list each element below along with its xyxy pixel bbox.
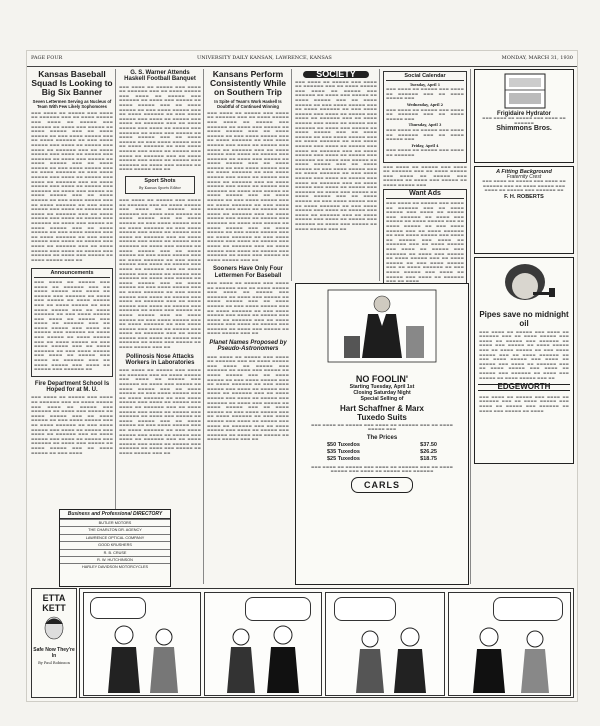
ad-copy: ▬▬▬ ▬▬▬▬ ▬▬ ▬▬▬▬▬ ▬▬▬ ▬▬▬▬ ▬▬ ▬▬▬▬▬▬ ▬▬▬ ▬▬ ▬▬▬▬ ▬▬▬▬▬ ▬▬▬ ▬▬▬▬ ▬▬ ▬▬▬▬▬ ▬▬▬ ▬▬▬▬▬▬ [310, 465, 454, 473]
subhead-southern-trip: In Spite of Team's Work Haskell Is Doubtful of Continued Winning [214, 98, 282, 109]
directory-entry: LAWRENCE OPTICAL COMPANY [60, 534, 170, 541]
headline-fire-school: Fire Department School Is Hoped for at M. U. [34, 380, 110, 394]
tuxedo-man-illustration [298, 286, 466, 366]
directory-entry: BUTLER MOTORS [60, 519, 170, 526]
social-calendar-box [383, 71, 467, 163]
price-label: $50 Tuxedos [327, 442, 360, 448]
business-directory [59, 509, 171, 587]
announcements-body: ▬▬▬ ▬▬▬▬ ▬▬ ▬▬▬▬▬ ▬▬▬ ▬▬▬▬ ▬▬ ▬▬▬▬▬▬ ▬▬▬ ▬▬ ▬▬▬▬ ▬▬▬▬▬ ▬▬▬ ▬▬▬▬ ▬▬ ▬▬▬▬▬ ▬▬▬ ▬▬▬▬▬▬ ▬▬ ▬▬▬▬ ▬▬▬ ▬▬▬▬▬ ▬▬ ▬▬▬▬ ▬▬▬▬▬ ▬▬▬ ▬▬ ▬▬▬▬ ▬▬▬▬▬ ▬▬ ▬▬▬ ▬▬▬▬ ▬▬▬▬▬ ▬▬▬ ▬▬ ▬▬▬▬ ▬▬▬▬▬▬ ▬▬ ▬▬▬ ▬▬▬▬ ▬▬▬▬▬ ▬▬▬ ▬▬▬▬ ▬▬ ▬▬▬▬▬ ▬▬▬ ▬▬▬▬ ▬▬ ▬▬▬▬▬▬ ▬▬▬ ▬▬ ▬▬▬▬ ▬▬▬▬▬ ▬▬▬ ▬▬▬▬ ▬▬ ▬▬▬▬▬ ▬▬▬ ▬▬▬▬▬▬ ▬▬ ▬▬▬▬ ▬▬▬ ▬▬▬▬▬ ▬▬ ▬▬▬▬ ▬▬▬▬▬ ▬▬▬ ▬▬ ▬▬▬▬ ▬▬▬▬▬ ▬▬ ▬▬▬ ▬▬▬▬ ▬▬▬▬▬ ▬▬▬ ▬▬ ▬▬▬▬ ▬▬▬▬▬▬ ▬▬ ▬▬▬ ▬▬▬▬ ▬▬▬▬▬ ▬▬▬ ▬▬▬▬ ▬▬ ▬▬▬▬▬ ▬▬▬ ▬▬▬▬ ▬▬ ▬▬▬▬▬▬ ▬▬▬ ▬▬ ▬▬▬▬ ▬▬▬▬▬ ▬▬▬ ▬▬▬▬ ▬▬ ▬▬▬▬▬ ▬▬▬ ▬▬▬▬▬▬ ▬▬ [34, 279, 110, 372]
column-3 [207, 69, 289, 584]
article-body: ▬▬▬ ▬▬▬▬ ▬▬ ▬▬▬▬▬ ▬▬▬ ▬▬▬▬ ▬▬ ▬▬▬▬▬▬ ▬▬▬ ▬▬ ▬▬▬▬ ▬▬▬▬▬ ▬▬▬ ▬▬▬▬ ▬▬ ▬▬▬▬▬ ▬▬▬ ▬▬▬▬▬▬ ▬▬ ▬▬▬▬ ▬▬▬ ▬▬▬▬▬ ▬▬ ▬▬▬▬ ▬▬▬▬▬ ▬▬▬ ▬▬ ▬▬▬▬ ▬▬▬▬▬ ▬▬ ▬▬▬ ▬▬▬▬ ▬▬▬▬▬ ▬▬▬ ▬▬ ▬▬▬▬ ▬▬▬▬▬▬ ▬▬ ▬▬▬ ▬▬▬▬ ▬▬▬▬▬ ▬▬▬ ▬▬▬▬ ▬▬ ▬▬▬▬▬ ▬▬▬ ▬▬▬▬ ▬▬ ▬▬▬▬▬▬ ▬▬▬ ▬▬ ▬▬▬▬ ▬▬▬▬▬ ▬▬▬ ▬▬▬▬ ▬▬ ▬▬▬▬▬ ▬▬▬ ▬▬▬▬▬▬ ▬▬ ▬▬▬▬ ▬▬▬ ▬▬▬▬▬ ▬▬ ▬▬▬▬ ▬▬▬▬▬ ▬▬▬ ▬▬ ▬▬▬▬ ▬▬▬▬▬ ▬▬ ▬▬▬ ▬▬▬▬ [31, 395, 113, 455]
article-body: ▬▬▬ ▬▬▬▬ ▬▬ ▬▬▬▬▬ ▬▬▬ ▬▬▬▬ ▬▬ ▬▬▬▬▬▬ ▬▬▬ ▬▬ ▬▬▬▬ ▬▬▬▬▬ ▬▬▬ ▬▬▬▬ ▬▬ ▬▬▬▬▬ ▬▬▬ ▬▬▬▬▬▬ ▬▬ ▬▬▬▬ ▬▬▬ ▬▬▬▬▬ ▬▬ ▬▬▬▬ ▬▬▬▬▬ ▬▬▬ ▬▬ ▬▬▬▬ ▬▬▬▬▬ ▬▬ ▬▬▬ ▬▬▬▬ ▬▬▬▬▬ ▬▬▬ ▬▬ ▬▬▬▬ ▬▬▬▬▬▬ ▬▬ ▬▬▬ ▬▬▬▬ ▬▬▬▬▬ ▬▬▬ ▬▬▬▬ ▬▬ ▬▬▬▬▬ ▬▬▬ ▬▬▬▬ ▬▬ ▬▬▬▬▬▬ ▬▬▬ ▬▬ ▬▬▬▬ ▬▬▬▬▬ ▬▬▬ ▬▬▬▬ ▬▬ ▬▬▬▬▬ ▬▬▬ ▬▬▬▬▬▬ ▬▬ ▬▬▬▬ ▬▬▬ ▬▬▬▬▬ ▬▬ ▬▬▬▬ ▬▬▬▬▬ ▬▬▬ ▬▬ ▬▬▬▬ ▬▬▬▬▬ ▬▬ ▬▬▬ ▬▬▬▬ ▬▬▬▬▬ ▬▬▬ ▬▬ ▬▬▬▬ ▬▬▬▬▬▬ ▬▬ ▬▬▬ ▬▬▬▬ ▬▬▬▬▬ ▬▬▬ ▬▬▬▬ ▬▬ ▬▬▬▬▬ ▬▬▬ ▬▬▬▬ ▬▬ ▬▬▬▬▬▬ ▬▬▬ ▬▬ ▬▬▬▬ ▬▬▬▬▬ ▬▬▬ ▬▬▬▬ ▬▬ ▬▬▬▬▬ ▬▬▬ ▬▬▬▬▬▬ ▬▬ ▬▬▬▬ ▬▬▬ ▬▬▬▬▬ ▬▬ ▬▬▬▬ ▬▬▬▬▬ ▬▬▬ ▬▬ ▬▬▬▬ ▬▬▬▬▬ ▬▬ ▬▬▬ ▬▬▬▬ ▬▬▬▬▬ ▬▬▬ ▬▬ ▬▬▬▬ ▬▬▬▬▬▬ ▬▬ ▬▬▬ ▬▬▬▬ ▬▬▬▬▬ ▬▬▬ ▬▬▬▬ ▬▬ ▬▬▬▬▬ ▬▬▬ ▬▬▬▬ ▬▬ ▬▬▬▬▬▬ ▬▬▬ ▬▬ ▬▬▬▬ ▬▬▬▬▬ ▬▬▬ ▬▬▬▬ ▬▬ ▬▬▬▬▬ ▬▬▬ ▬▬▬▬▬▬ ▬▬ ▬▬▬▬ ▬▬▬ ▬▬▬▬▬ ▬▬ ▬▬▬▬ ▬▬▬▬▬ ▬▬▬ ▬▬ ▬▬▬▬ ▬▬▬▬▬ ▬▬ ▬▬▬ ▬▬▬▬ ▬▬▬▬▬ ▬▬▬ ▬▬ ▬▬▬▬ ▬▬▬▬▬▬ ▬▬ ▬▬▬ ▬▬▬▬ ▬▬▬▬▬ ▬▬▬ ▬▬▬▬ ▬▬ ▬▬▬▬▬ ▬▬▬ ▬▬▬▬ ▬▬ ▬▬▬▬▬▬ ▬▬▬ ▬▬ ▬▬▬▬ ▬▬▬▬▬ ▬▬▬ ▬▬▬▬ ▬▬ ▬▬▬▬▬ ▬▬▬ ▬▬▬▬▬▬ ▬▬ ▬▬▬▬ ▬▬▬ ▬▬▬▬▬ ▬▬ ▬▬▬▬ ▬▬▬▬▬ ▬▬▬ ▬▬ [295, 79, 377, 231]
no-foolin-tuxedo-ad [295, 283, 469, 585]
article-body: ▬▬▬ ▬▬▬▬ ▬▬ ▬▬▬▬▬ ▬▬▬ ▬▬▬▬ ▬▬ ▬▬▬▬▬▬ ▬▬▬ ▬▬ ▬▬▬▬ ▬▬▬▬▬ ▬▬▬ ▬▬▬▬ ▬▬ ▬▬▬▬▬ ▬▬▬ ▬▬▬▬▬▬ ▬▬ ▬▬▬▬ ▬▬▬ ▬▬▬▬▬ ▬▬ ▬▬▬▬ ▬▬▬▬▬ ▬▬▬ [383, 164, 467, 187]
price-row [327, 449, 437, 456]
society-banner: SOCIETY [303, 71, 369, 78]
fraternity-crest-ad [474, 166, 574, 254]
want-ad-entries: ▬▬▬ ▬▬▬▬ ▬▬ ▬▬▬▬▬ ▬▬▬ ▬▬▬▬ ▬▬ ▬▬▬▬▬▬ ▬▬▬ ▬▬ ▬▬▬▬ ▬▬▬▬▬ ▬▬▬ ▬▬▬▬ ▬▬ ▬▬▬▬▬ ▬▬▬ ▬▬▬▬▬▬ ▬▬ ▬▬▬▬ ▬▬▬ ▬▬▬▬▬ ▬▬ ▬▬▬▬ ▬▬▬▬▬ ▬▬▬ ▬▬ ▬▬▬▬ ▬▬▬▬▬ ▬▬ ▬▬▬ ▬▬▬▬ ▬▬▬▬▬ ▬▬▬ ▬▬ ▬▬▬▬ ▬▬▬▬▬▬ ▬▬ ▬▬▬ ▬▬▬▬ ▬▬▬▬▬ ▬▬▬ ▬▬▬▬ ▬▬ ▬▬▬▬▬ ▬▬▬ ▬▬▬▬ ▬▬ ▬▬▬▬▬▬ ▬▬▬ ▬▬ ▬▬▬▬ ▬▬▬▬▬ ▬▬▬ ▬▬▬▬ ▬▬ ▬▬▬▬▬ ▬▬▬ ▬▬▬▬▬▬ ▬▬ ▬▬▬▬ ▬▬▬ ▬▬▬▬▬ ▬▬ ▬▬▬▬ ▬▬▬▬▬ ▬▬▬ ▬▬ ▬▬▬▬ ▬▬▬▬▬ ▬▬ ▬▬▬ ▬▬▬▬ ▬▬▬▬▬ ▬▬▬ ▬▬ ▬▬▬▬ ▬▬▬▬▬▬ ▬▬ ▬▬▬ ▬▬▬▬ ▬▬▬▬▬ ▬▬▬ ▬▬▬▬ ▬▬ ▬▬▬▬▬ ▬▬▬ ▬▬▬▬ ▬▬ ▬▬▬▬▬▬ ▬▬▬ ▬▬ ▬▬▬▬ [386, 201, 464, 284]
sport-shots-byline: By Kansas Sports Editor [139, 186, 181, 191]
crest-ad-copy: ▬▬▬ ▬▬▬▬ ▬▬ ▬▬▬▬▬ ▬▬▬ ▬▬▬▬ ▬▬ ▬▬▬▬▬▬ ▬▬▬ ▬▬ ▬▬▬▬ ▬▬▬▬▬ ▬▬▬ ▬▬▬▬ ▬▬ ▬▬▬▬▬ ▬▬▬ ▬▬▬▬▬▬ ▬▬ [482, 179, 566, 193]
roberts-jeweler: F. H. ROBERTS [504, 193, 544, 200]
headline-planet-names: Planet Names Proposed by Pseudo-Astronomers [209, 340, 287, 353]
headline-southern-trip: Kansans Perform Consistently While on Southern Trip [209, 69, 287, 97]
column-divider [379, 69, 380, 281]
column-1 [31, 69, 113, 584]
price-value: $18.75 [420, 456, 437, 462]
frigidaire-name: Frigidaire Hydrator [496, 110, 551, 117]
refrigerator-icon [475, 70, 575, 110]
directory-title: Business and Professional DIRECTORY [60, 510, 170, 519]
announcements-title: Announcements [34, 271, 110, 278]
column-6 [474, 69, 574, 584]
column-divider [203, 69, 204, 584]
ad-copy: ▬▬▬ ▬▬▬▬ ▬▬ ▬▬▬▬▬ ▬▬▬ ▬▬▬▬ ▬▬ ▬▬▬▬▬▬ ▬▬▬ ▬▬ ▬▬▬▬ ▬▬▬▬▬ ▬▬▬ [310, 423, 454, 431]
comic-panel-1 [83, 592, 201, 696]
frigidaire-copy: ▬▬▬ ▬▬▬▬ ▬▬ ▬▬▬▬▬ ▬▬▬ ▬▬▬▬ ▬▬ ▬▬▬▬▬▬ [482, 116, 566, 125]
price-value: $37.50 [420, 442, 437, 448]
issue-date: MONDAY, MARCH 31, 1930 [501, 55, 573, 61]
crest-ad-title: A Fitting Background [496, 169, 552, 175]
want-ads-title: Want Ads [386, 192, 464, 199]
price-row [327, 456, 437, 463]
subhead-baseball: Seven Lettermen Serving as Nucleus of Team With Few Likely Sophomores [32, 98, 112, 109]
edgeworth-pipe-ad [474, 257, 574, 464]
no-foolin-close: Closing Saturday Night [353, 390, 411, 396]
price-row [327, 442, 437, 449]
article-body: ▬▬▬ ▬▬▬▬ ▬▬ ▬▬▬▬▬ ▬▬▬ ▬▬▬▬ ▬▬ ▬▬▬▬▬▬ ▬▬▬ ▬▬ ▬▬▬▬ ▬▬▬▬▬ ▬▬▬ ▬▬▬▬ ▬▬ ▬▬▬▬▬ ▬▬▬ ▬▬▬▬▬▬ ▬▬ ▬▬▬▬ ▬▬▬ ▬▬▬▬▬ ▬▬ ▬▬▬▬ ▬▬▬▬▬ ▬▬▬ ▬▬ ▬▬▬▬ ▬▬▬▬▬ ▬▬ ▬▬▬ ▬▬▬▬ ▬▬▬▬▬ ▬▬▬ ▬▬ ▬▬▬▬ ▬▬▬▬▬▬ ▬▬ ▬▬▬ ▬▬▬▬ ▬▬▬▬▬ ▬▬▬ ▬▬▬▬ ▬▬ ▬▬▬▬▬ ▬▬▬ ▬▬▬▬ ▬▬ ▬▬▬▬▬▬ ▬▬▬ ▬▬ ▬▬▬▬ ▬▬▬▬▬ ▬▬▬ ▬▬▬▬ ▬▬ ▬▬▬▬▬ ▬▬▬ ▬▬▬▬▬▬ ▬▬ ▬▬▬▬ ▬▬▬ ▬▬▬▬▬ ▬▬ ▬▬▬▬ ▬▬▬▬▬ ▬▬▬ ▬▬ ▬▬▬▬ ▬▬▬▬▬ ▬▬ ▬▬▬ ▬▬▬▬ ▬▬▬▬▬ ▬▬▬ ▬▬ ▬▬▬▬ ▬▬▬▬▬▬ ▬▬ ▬▬▬ ▬▬▬▬ ▬▬▬▬▬ ▬▬▬ ▬▬▬▬ ▬▬ ▬▬▬▬▬ ▬▬▬ ▬▬▬▬ ▬▬ ▬▬▬▬▬▬ ▬▬▬ ▬▬ ▬▬▬▬ ▬▬▬▬▬ ▬▬▬ ▬▬▬▬ ▬▬ ▬▬▬▬▬ ▬▬▬ ▬▬▬▬▬▬ ▬▬ ▬▬▬▬ ▬▬▬ ▬▬▬▬▬ ▬▬ ▬▬▬▬ ▬▬▬▬▬ ▬▬▬ ▬▬ ▬▬▬▬ ▬▬▬▬▬ ▬▬ ▬▬▬ ▬▬▬▬ ▬▬▬▬▬ ▬▬▬ ▬▬ ▬▬▬▬ ▬▬▬▬▬▬ ▬▬ ▬▬▬ ▬▬▬▬ ▬▬▬▬▬ ▬▬▬ ▬▬▬▬ ▬▬ ▬▬▬▬▬ ▬▬▬ ▬▬▬▬ ▬▬ ▬▬▬▬▬▬ ▬▬▬ ▬▬ ▬▬▬▬ ▬▬▬▬▬ ▬▬▬ ▬▬▬▬ ▬▬ ▬▬▬▬▬ ▬▬▬ ▬▬▬▬▬▬ ▬▬ ▬▬▬▬ ▬▬▬ ▬▬▬▬▬ ▬▬ ▬▬▬▬ ▬▬▬▬▬ ▬▬▬ ▬▬ ▬▬▬▬ ▬▬▬▬▬ ▬▬ ▬▬▬ ▬▬▬▬ ▬▬▬▬▬ ▬▬▬ ▬▬ ▬▬▬▬ ▬▬▬▬▬▬ ▬▬ ▬▬▬ ▬▬▬▬ ▬▬▬▬▬ ▬▬▬ ▬▬▬▬ ▬▬ ▬▬▬▬▬ ▬▬▬ ▬▬▬▬ ▬▬ ▬▬▬▬▬▬ ▬▬▬ ▬▬ ▬▬▬▬ ▬▬▬▬▬ ▬▬▬ ▬▬▬▬ ▬▬ ▬▬▬▬▬ ▬▬▬ ▬▬▬▬▬▬ ▬▬ ▬▬▬▬ ▬▬▬ ▬▬▬▬▬ ▬▬ ▬▬▬▬ ▬▬▬▬▬ ▬▬▬ ▬▬ [207, 110, 289, 262]
calendar-day: Wednesday, April 2 [406, 102, 444, 107]
comic-strip [79, 588, 574, 698]
comic-panel-2 [204, 592, 322, 696]
column-divider [470, 69, 471, 584]
directory-entry: R. W. HUTCHINSON [60, 556, 170, 563]
tuxedo-product: Tuxedo Suits [357, 413, 407, 422]
comic-figures [84, 615, 200, 695]
pipes-headline: Pipes save no midnight oil [479, 309, 569, 328]
etta-kett-title-panel [31, 588, 77, 698]
hsm-brand: Hart Schaffner & Marx [339, 404, 425, 413]
comic-panel-4 [448, 592, 571, 696]
comic-figures [326, 615, 444, 695]
calendar-day: Friday, April 4 [411, 143, 439, 148]
calendar-entry: ▬▬▬ ▬▬▬▬ ▬▬ ▬▬▬▬▬ ▬▬▬ ▬▬▬▬ ▬▬ ▬▬▬▬▬▬ ▬▬▬ ▬▬ ▬▬▬▬ ▬▬▬▬▬ ▬▬▬ [386, 107, 464, 121]
comic-figures [205, 615, 321, 695]
price-value: $26.25 [420, 449, 437, 455]
crest-ad-subtitle: Fraternity Crest [506, 173, 542, 180]
prices-title: The Prices [366, 435, 398, 441]
directory-entry: R. B. CRUSE [60, 549, 170, 556]
pipe-smoker-illustration [475, 258, 575, 308]
column-2 [119, 69, 201, 509]
comic-girl-portrait [34, 613, 74, 643]
price-list [327, 442, 437, 463]
directory-entry: THE CHARLTON DR. AGENCY [60, 526, 170, 533]
column-4 [295, 69, 377, 281]
frigidaire-ad [474, 69, 574, 163]
headline-sooners: Sooners Have Only Four Lettermen For Baseball [212, 266, 284, 279]
price-label: $25 Tuxedos [327, 456, 360, 462]
headline-warner: G. S. Warner Attends Haskell Football Banquet [124, 70, 196, 83]
carls-logo: CARLS [351, 477, 413, 493]
sport-shots-title: Sport Shots [144, 177, 176, 184]
directory-entry: HARLEY DAVIDSON MOTORCYCLES [60, 563, 170, 570]
no-foolin-special: Special Selling of [360, 396, 404, 402]
no-foolin-start: Starting Tuesday, April 1st [349, 384, 415, 390]
edgeworth-copy: ▬▬▬ ▬▬▬▬ ▬▬ ▬▬▬▬▬ ▬▬▬ ▬▬▬▬ ▬▬ ▬▬▬▬▬▬ ▬▬▬ ▬▬ ▬▬▬▬ ▬▬▬▬▬ ▬▬▬ ▬▬▬▬ ▬▬ ▬▬▬▬▬ ▬▬▬ ▬▬▬▬▬▬ ▬▬ ▬▬▬▬ ▬▬▬ ▬▬▬▬▬ ▬▬ ▬▬▬▬ [479, 394, 569, 413]
folio-line [27, 55, 577, 65]
article-body: ▬▬▬ ▬▬▬▬ ▬▬ ▬▬▬▬▬ ▬▬▬ ▬▬▬▬ ▬▬ ▬▬▬▬▬▬ ▬▬▬ ▬▬ ▬▬▬▬ ▬▬▬▬▬ ▬▬▬ ▬▬▬▬ ▬▬ ▬▬▬▬▬ ▬▬▬ ▬▬▬▬▬▬ ▬▬ ▬▬▬▬ ▬▬▬ ▬▬▬▬▬ ▬▬ ▬▬▬▬ ▬▬▬▬▬ ▬▬▬ ▬▬ ▬▬▬▬ ▬▬▬▬▬ ▬▬ ▬▬▬ ▬▬▬▬ ▬▬▬▬▬ ▬▬▬ ▬▬ ▬▬▬▬ ▬▬▬▬▬▬ ▬▬ ▬▬▬ ▬▬▬▬ ▬▬▬▬▬ ▬▬▬ ▬▬▬▬ ▬▬ ▬▬▬▬▬ ▬▬▬ ▬▬▬▬ ▬▬ ▬▬▬▬▬▬ ▬▬▬ ▬▬ ▬▬▬▬ ▬▬▬▬▬ ▬▬▬ ▬▬▬▬ ▬▬ ▬▬▬▬▬ ▬▬▬ ▬▬▬▬▬▬ ▬▬ ▬▬▬▬ ▬▬▬ ▬▬▬▬▬ ▬▬ ▬▬▬▬ ▬▬▬▬▬ ▬▬▬ ▬▬ [207, 280, 289, 336]
page-number: PAGE FOUR [31, 55, 63, 61]
no-foolin-title: NO FOOLIN' [355, 374, 409, 384]
price-label: $35 Tuxedos [327, 449, 360, 455]
calendar-entry: ▬▬▬ ▬▬▬▬ ▬▬ ▬▬▬▬▬ ▬▬▬ ▬▬▬▬ ▬▬ ▬▬▬▬▬▬ ▬▬▬ ▬▬ ▬▬▬▬ ▬▬▬▬▬ ▬▬▬ [386, 127, 464, 142]
column-5 [383, 69, 467, 284]
comic-figures [449, 615, 570, 695]
article-body: ▬▬▬ ▬▬▬▬ ▬▬ ▬▬▬▬▬ ▬▬▬ ▬▬▬▬ ▬▬ ▬▬▬▬▬▬ ▬▬▬ ▬▬ ▬▬▬▬ ▬▬▬▬▬ ▬▬▬ ▬▬▬▬ ▬▬ ▬▬▬▬▬ ▬▬▬ ▬▬▬▬▬▬ ▬▬ ▬▬▬▬ ▬▬▬ ▬▬▬▬▬ ▬▬ ▬▬▬▬ ▬▬▬▬▬ ▬▬▬ ▬▬ ▬▬▬▬ ▬▬▬▬▬ ▬▬ ▬▬▬ ▬▬▬▬ ▬▬▬▬▬ ▬▬▬ ▬▬ ▬▬▬▬ ▬▬▬▬▬▬ ▬▬ ▬▬▬ ▬▬▬▬ ▬▬▬▬▬ ▬▬▬ ▬▬▬▬ ▬▬ ▬▬▬▬▬ ▬▬▬ ▬▬▬▬ ▬▬ ▬▬▬▬▬▬ ▬▬▬ ▬▬ ▬▬▬▬ ▬▬▬▬▬ ▬▬▬ ▬▬▬▬ ▬▬ ▬▬▬▬▬ ▬▬▬ ▬▬▬▬▬▬ ▬▬ ▬▬▬▬ ▬▬▬ ▬▬▬▬▬ ▬▬ ▬▬▬▬ ▬▬▬▬▬ ▬▬▬ ▬▬ ▬▬▬▬ ▬▬▬▬▬ ▬▬ ▬▬▬ ▬▬▬▬ ▬▬▬▬▬ ▬▬▬ ▬▬ ▬▬▬▬ ▬▬▬▬▬▬ ▬▬ ▬▬▬ ▬▬▬▬ ▬▬▬▬▬ ▬▬▬ ▬▬▬▬ ▬▬ ▬▬▬▬▬ ▬▬▬ ▬▬▬▬ ▬▬ ▬▬▬▬▬▬ ▬▬▬ ▬▬ ▬▬▬▬ ▬▬▬▬▬ ▬▬▬ ▬▬▬▬ ▬▬ ▬▬▬▬▬ ▬▬▬ ▬▬▬▬▬▬ ▬▬ ▬▬▬▬ ▬▬▬ ▬▬▬▬▬ ▬▬ ▬▬▬▬ ▬▬▬▬▬ ▬▬▬ ▬▬ [119, 84, 201, 172]
comic-title: ETTA KETT [42, 593, 66, 613]
headline-pollinosis: Pollinosis Nose Attacks Workers in Laboratories [125, 353, 195, 366]
calendar-entry: ▬▬▬ ▬▬▬▬ ▬▬ ▬▬▬▬▬ ▬▬▬ ▬▬▬▬ ▬▬ ▬▬▬▬▬▬ ▬▬▬ ▬▬ ▬▬▬▬ ▬▬▬▬▬ ▬▬▬ [386, 87, 464, 101]
masthead-line: UNIVERSITY DAILY KANSAN, LAWRENCE, KANSAS [197, 55, 332, 61]
sport-shots-box [125, 176, 195, 194]
announcements-box [31, 268, 113, 376]
directory-entry: GOOD KRUSHERS [60, 541, 170, 548]
article-body: ▬▬▬ ▬▬▬▬ ▬▬ ▬▬▬▬▬ ▬▬▬ ▬▬▬▬ ▬▬ ▬▬▬▬▬▬ ▬▬▬ ▬▬ ▬▬▬▬ ▬▬▬▬▬ ▬▬▬ ▬▬▬▬ ▬▬ ▬▬▬▬▬ ▬▬▬ ▬▬▬▬▬▬ ▬▬ ▬▬▬▬ ▬▬▬ ▬▬▬▬▬ ▬▬ ▬▬▬▬ ▬▬▬▬▬ ▬▬▬ ▬▬ ▬▬▬▬ ▬▬▬▬▬ ▬▬ ▬▬▬ ▬▬▬▬ ▬▬▬▬▬ ▬▬▬ ▬▬ ▬▬▬▬ ▬▬▬▬▬▬ ▬▬ ▬▬▬ ▬▬▬▬ ▬▬▬▬▬ ▬▬▬ ▬▬▬▬ ▬▬ ▬▬▬▬▬ ▬▬▬ ▬▬▬▬ ▬▬ ▬▬▬▬▬▬ ▬▬▬ ▬▬ ▬▬▬▬ ▬▬▬▬▬ ▬▬▬ ▬▬▬▬ ▬▬ ▬▬▬▬▬ ▬▬▬ ▬▬▬▬▬▬ ▬▬ ▬▬▬▬ ▬▬▬ ▬▬▬▬▬ ▬▬ ▬▬▬▬ ▬▬▬▬▬ ▬▬▬ ▬▬ ▬▬▬▬ ▬▬▬▬▬ ▬▬ ▬▬▬ ▬▬▬▬ ▬▬▬▬▬ ▬▬▬ ▬▬ ▬▬▬▬ ▬▬▬▬▬▬ ▬▬ ▬▬▬ ▬▬▬▬ ▬▬▬▬▬ ▬▬▬ ▬▬▬▬ ▬▬ ▬▬▬▬▬ ▬▬▬ ▬▬▬▬ ▬▬ ▬▬▬▬▬▬ ▬▬▬ ▬▬ ▬▬▬▬ ▬▬▬▬▬ ▬▬▬ ▬▬▬▬ ▬▬ ▬▬▬▬▬ ▬▬▬ ▬▬▬▬▬▬ ▬▬ ▬▬▬▬ ▬▬▬ ▬▬▬▬▬ ▬▬ ▬▬▬▬ ▬▬▬▬▬ ▬▬▬ ▬▬ ▬▬▬▬ ▬▬▬▬▬ ▬▬ ▬▬▬ ▬▬▬▬ ▬▬▬▬▬ ▬▬▬ ▬▬ ▬▬▬▬ ▬▬▬▬▬▬ ▬▬ ▬▬▬ ▬▬▬▬ ▬▬▬▬▬ ▬▬▬ ▬▬▬▬ ▬▬ ▬▬▬▬▬ ▬▬▬ ▬▬▬▬ ▬▬ ▬▬▬▬▬▬ ▬▬▬ ▬▬ ▬▬▬▬ ▬▬▬▬▬ ▬▬▬ ▬▬▬▬ ▬▬ ▬▬▬▬▬ ▬▬▬ ▬▬▬▬▬▬ ▬▬ ▬▬▬▬ ▬▬▬ ▬▬▬▬▬ ▬▬ ▬▬▬▬ ▬▬▬▬▬ ▬▬▬ ▬▬ ▬▬▬▬ ▬▬▬▬▬ ▬▬ ▬▬▬ ▬▬▬▬ ▬▬▬▬▬ ▬▬▬ ▬▬ ▬▬▬▬ ▬▬▬▬▬▬ ▬▬ ▬▬▬ ▬▬▬▬ ▬▬▬▬▬ ▬▬▬ ▬▬▬▬ ▬▬ ▬▬▬▬▬ ▬▬▬ ▬▬▬▬ ▬▬ ▬▬▬▬▬▬ ▬▬▬ ▬▬ ▬▬▬▬ ▬▬▬▬▬ ▬▬▬ ▬▬▬▬ ▬▬ ▬▬▬▬▬ ▬▬▬ ▬▬▬▬▬▬ ▬▬ ▬▬▬▬ ▬▬▬ ▬▬▬▬▬ ▬▬ ▬▬▬▬ ▬▬▬▬▬ ▬▬▬ ▬▬ [119, 198, 201, 350]
column-divider [115, 69, 116, 584]
headline-baseball: Kansas Baseball Squad Is Looking to Big Six Banner [31, 69, 113, 97]
calendar-day: Tuesday, April 1 [409, 82, 441, 87]
article-body: ▬▬▬ ▬▬▬▬ ▬▬ ▬▬▬▬▬ ▬▬▬ ▬▬▬▬ ▬▬ ▬▬▬▬▬▬ ▬▬▬ ▬▬ ▬▬▬▬ ▬▬▬▬▬ ▬▬▬ ▬▬▬▬ ▬▬ ▬▬▬▬▬ ▬▬▬ ▬▬▬▬▬▬ ▬▬ ▬▬▬▬ ▬▬▬ ▬▬▬▬▬ ▬▬ ▬▬▬▬ ▬▬▬▬▬ ▬▬▬ ▬▬ ▬▬▬▬ ▬▬▬▬▬ ▬▬ ▬▬▬ ▬▬▬▬ ▬▬▬▬▬ ▬▬▬ ▬▬ ▬▬▬▬ ▬▬▬▬▬▬ ▬▬ ▬▬▬ ▬▬▬▬ ▬▬▬▬▬ ▬▬▬ ▬▬▬▬ ▬▬ ▬▬▬▬▬ ▬▬▬ ▬▬▬▬ ▬▬ ▬▬▬▬▬▬ ▬▬▬ ▬▬ ▬▬▬▬ ▬▬▬▬▬ ▬▬▬ ▬▬▬▬ ▬▬ ▬▬▬▬▬ ▬▬▬ ▬▬▬▬▬▬ ▬▬ ▬▬▬▬ ▬▬▬ ▬▬▬▬▬ ▬▬ ▬▬▬▬ ▬▬▬▬▬ ▬▬▬ ▬▬ ▬▬▬▬ ▬▬▬▬▬ ▬▬ ▬▬▬ ▬▬▬▬ ▬▬▬▬▬ ▬▬▬ ▬▬ ▬▬▬▬ ▬▬▬▬▬▬ ▬▬ ▬▬▬ ▬▬▬▬ ▬▬▬▬▬ ▬▬▬ ▬▬▬▬ ▬▬ ▬▬▬▬▬ ▬▬▬ ▬▬▬▬ ▬▬ ▬▬▬▬▬▬ ▬▬▬ ▬▬ ▬▬▬▬ ▬▬▬▬▬ ▬▬▬ ▬▬▬▬ ▬▬ ▬▬▬▬▬ ▬▬▬ ▬▬▬▬▬▬ ▬▬ ▬▬▬▬ ▬▬▬ ▬▬▬▬▬ ▬▬ ▬▬▬▬ ▬▬▬▬▬ ▬▬▬ ▬▬ [207, 354, 289, 442]
comic-byline: By Paul Robinson [38, 661, 70, 665]
newspaper-page [26, 50, 578, 702]
edgeworth-brand: EDGEWORTH [478, 384, 570, 391]
frigidaire-dealer: Shimmons Bros. [496, 125, 552, 133]
column-divider [291, 69, 292, 281]
calendar-entry: ▬▬▬ ▬▬▬▬ ▬▬ ▬▬▬▬▬ ▬▬▬ ▬▬▬▬ ▬▬ ▬▬▬▬▬▬ [386, 148, 464, 157]
comic-tagline: Safe Now They're In [33, 647, 75, 659]
top-rule [27, 66, 577, 67]
article-body: ▬▬▬ ▬▬▬▬ ▬▬ ▬▬▬▬▬ ▬▬▬ ▬▬▬▬ ▬▬ ▬▬▬▬▬▬ ▬▬▬ ▬▬ ▬▬▬▬ ▬▬▬▬▬ ▬▬▬ ▬▬▬▬ ▬▬ ▬▬▬▬▬ ▬▬▬ ▬▬▬▬▬▬ ▬▬ ▬▬▬▬ ▬▬▬ ▬▬▬▬▬ ▬▬ ▬▬▬▬ ▬▬▬▬▬ ▬▬▬ ▬▬ ▬▬▬▬ ▬▬▬▬▬ ▬▬ ▬▬▬ ▬▬▬▬ ▬▬▬▬▬ ▬▬▬ ▬▬ ▬▬▬▬ ▬▬▬▬▬▬ ▬▬ ▬▬▬ ▬▬▬▬ ▬▬▬▬▬ ▬▬▬ ▬▬▬▬ ▬▬ ▬▬▬▬▬ ▬▬▬ ▬▬▬▬ ▬▬ ▬▬▬▬▬▬ ▬▬▬ ▬▬ ▬▬▬▬ ▬▬▬▬▬ ▬▬▬ ▬▬▬▬ ▬▬ ▬▬▬▬▬ ▬▬▬ ▬▬▬▬▬▬ ▬▬ ▬▬▬▬ ▬▬▬ ▬▬▬▬▬ ▬▬ ▬▬▬▬ ▬▬▬▬▬ ▬▬▬ ▬▬ ▬▬▬▬ ▬▬▬▬▬ ▬▬ ▬▬▬ ▬▬▬▬ ▬▬▬▬▬ ▬▬▬ ▬▬ ▬▬▬▬ ▬▬▬▬▬▬ ▬▬ ▬▬▬ ▬▬▬▬ ▬▬▬▬▬ ▬▬▬ ▬▬▬▬ ▬▬ ▬▬▬▬▬ ▬▬▬ ▬▬▬▬ ▬▬ ▬▬▬▬▬▬ ▬▬▬ ▬▬ ▬▬▬▬ ▬▬▬▬▬ ▬▬▬ ▬▬▬▬ ▬▬ ▬▬▬▬▬ ▬▬▬ ▬▬▬▬▬▬ ▬▬ ▬▬▬▬ ▬▬▬ ▬▬▬▬▬ ▬▬ ▬▬▬▬ ▬▬▬▬▬ ▬▬▬ ▬▬ ▬▬▬▬ ▬▬▬▬▬ ▬▬ ▬▬▬ ▬▬▬▬ ▬▬▬▬▬ ▬▬▬ ▬▬ ▬▬▬▬ ▬▬▬▬▬▬ ▬▬ ▬▬▬ ▬▬▬▬ ▬▬▬▬▬ ▬▬▬ ▬▬▬▬ ▬▬ ▬▬▬▬▬ ▬▬▬ ▬▬▬▬ ▬▬ ▬▬▬▬▬▬ ▬▬▬ ▬▬ ▬▬▬▬ ▬▬▬▬▬ ▬▬▬ ▬▬▬▬ ▬▬ ▬▬▬▬▬ ▬▬▬ ▬▬▬▬▬▬ ▬▬ ▬▬▬▬ ▬▬▬ ▬▬▬▬▬ ▬▬ ▬▬▬▬ ▬▬▬▬▬ ▬▬▬ ▬▬ ▬▬▬▬ ▬▬▬▬▬ ▬▬ ▬▬▬ ▬▬▬▬ ▬▬▬▬▬ ▬▬▬ ▬▬ ▬▬▬▬ ▬▬▬▬▬▬ ▬▬ ▬▬▬ ▬▬▬▬ ▬▬▬▬▬ ▬▬▬ ▬▬▬▬ ▬▬ ▬▬▬▬▬ ▬▬▬ ▬▬▬▬ ▬▬ ▬▬▬▬▬▬ ▬▬▬ ▬▬ ▬▬▬▬ ▬▬▬▬▬ ▬▬▬ ▬▬▬▬ ▬▬ ▬▬▬▬▬ ▬▬▬ ▬▬▬▬▬▬ ▬▬ ▬▬▬▬ ▬▬▬ ▬▬▬▬▬ ▬▬ ▬▬▬▬ ▬▬▬▬▬ ▬▬▬ ▬▬ [31, 110, 113, 262]
article-body: ▬▬▬ ▬▬▬▬ ▬▬ ▬▬▬▬▬ ▬▬▬ ▬▬▬▬ ▬▬ ▬▬▬▬▬▬ ▬▬▬ ▬▬ ▬▬▬▬ ▬▬▬▬▬ ▬▬▬ ▬▬▬▬ ▬▬ ▬▬▬▬▬ ▬▬▬ ▬▬▬▬▬▬ ▬▬ ▬▬▬▬ ▬▬▬ ▬▬▬▬▬ ▬▬ ▬▬▬▬ ▬▬▬▬▬ ▬▬▬ ▬▬ ▬▬▬▬ ▬▬▬▬▬ ▬▬ ▬▬▬ ▬▬▬▬ ▬▬▬▬▬ ▬▬▬ ▬▬ ▬▬▬▬ ▬▬▬▬▬▬ ▬▬ ▬▬▬ ▬▬▬▬ ▬▬▬▬▬ ▬▬▬ ▬▬▬▬ ▬▬ ▬▬▬▬▬ ▬▬▬ ▬▬▬▬ ▬▬ ▬▬▬▬▬▬ ▬▬▬ ▬▬ ▬▬▬▬ ▬▬▬▬▬ ▬▬▬ ▬▬▬▬ ▬▬ ▬▬▬▬▬ ▬▬▬ ▬▬▬▬▬▬ ▬▬ ▬▬▬▬ ▬▬▬ ▬▬▬▬▬ ▬▬ ▬▬▬▬ ▬▬▬▬▬ ▬▬▬ ▬▬ ▬▬▬▬ ▬▬▬▬▬ ▬▬ ▬▬▬ ▬▬▬▬ ▬▬▬▬▬ ▬▬▬ ▬▬ ▬▬▬▬ ▬▬▬▬▬▬ ▬▬ ▬▬▬ ▬▬▬▬ ▬▬▬▬▬ ▬▬▬ ▬▬▬▬ ▬▬ ▬▬▬▬▬ ▬▬▬ ▬▬▬▬ ▬▬ ▬▬▬▬▬▬ ▬▬▬ ▬▬ ▬▬▬▬ ▬▬▬▬▬ ▬▬▬ ▬▬▬▬ ▬▬ ▬▬▬▬▬ ▬▬▬ ▬▬▬▬▬▬ ▬▬ ▬▬▬▬ ▬▬▬ ▬▬▬▬▬ ▬▬ ▬▬▬▬ ▬▬▬▬▬ ▬▬▬ ▬▬ [119, 368, 201, 455]
comic-panel-3 [325, 592, 445, 696]
calendar-day: Thursday, April 3 [408, 123, 442, 128]
pipes-copy: ▬▬▬ ▬▬▬▬ ▬▬ ▬▬▬▬▬ ▬▬▬ ▬▬▬▬ ▬▬ ▬▬▬▬▬▬ ▬▬▬ ▬▬ ▬▬▬▬ ▬▬▬▬▬ ▬▬▬ ▬▬▬▬ ▬▬ ▬▬▬▬▬ ▬▬▬ ▬▬▬▬▬▬ ▬▬ ▬▬▬▬ ▬▬▬ ▬▬▬▬▬ ▬▬ ▬▬▬▬ ▬▬▬▬▬ ▬▬▬ ▬▬ ▬▬▬▬ ▬▬▬▬▬ ▬▬ ▬▬▬ ▬▬▬▬ ▬▬▬▬▬ ▬▬▬ ▬▬ ▬▬▬▬ ▬▬▬▬▬▬ ▬▬ ▬▬▬ ▬▬▬▬ ▬▬▬▬▬ ▬▬▬ ▬▬▬▬ ▬▬ ▬▬▬▬▬ ▬▬▬ ▬▬▬▬ ▬▬ ▬▬▬▬▬▬ ▬▬▬ ▬▬ ▬▬▬▬ ▬▬▬▬▬ ▬▬▬ ▬▬▬▬ ▬▬ ▬▬▬▬▬ ▬▬▬ ▬▬▬▬▬▬ ▬▬ ▬▬▬▬ ▬▬▬ ▬▬▬▬▬ ▬▬ ▬▬▬▬ ▬▬▬▬▬ ▬▬▬ ▬▬ [479, 329, 569, 380]
social-calendar-title: Social Calendar [386, 74, 464, 81]
want-ads-box [383, 189, 467, 288]
